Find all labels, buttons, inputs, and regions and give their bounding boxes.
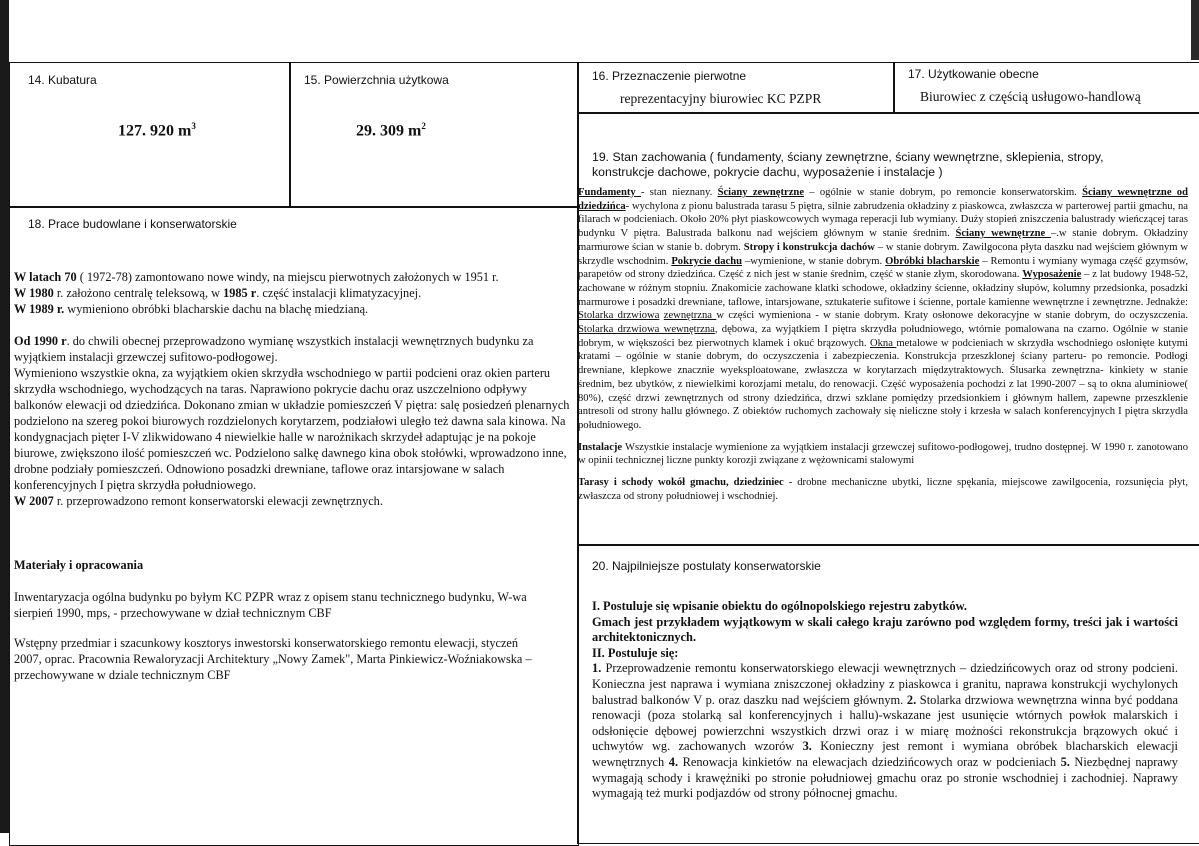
text-segment: Ściany zewnętrzne (717, 187, 805, 198)
stan-body (578, 186, 1188, 503)
text-segment: Fundamenty (578, 187, 641, 198)
text-segment: wymieniono obróbki blacharskie dachu na blachę miedzianą. (64, 302, 369, 316)
text-segment: – z lat budowy 1948-52, zachowane w różnym stopniu. Znakomicie zachowane klatki schodowe, okładziny ścienne, okładziny słupów, kolumny przedsionka, posadzki marmurowe i posadzki drewniane, taflowe, intarsjowane, sztukaterie sufitowe i ścienne, portale kamienne wewnętrzne i zewnętrzne. Jednakże: (578, 269, 1188, 308)
text-segment: - drobne mechaniczne ubytki, liczne spękania, miejscowe zawilgocenia, rozsunięcia płyt, zwłaszcza od strony południowej i wschodniej. (578, 477, 1188, 502)
text-segment: . część instalacji klimatyzacyjnej. (256, 286, 422, 300)
text-segment: Stolarka drzwiowa (578, 310, 660, 322)
materials-item: Wstępny przedmiar i szacunkowy kosztorys inwestorski konserwatorskiego remontu elewacji, styczeń 2007, oprac. Pracownia Rewaloryzacji Architektury „Nowy Zamek", Marta Pinkiewicz-Woźniakowska – przechowywane w dziale technicznym CBF (14, 636, 532, 682)
powierzchnia-number: 29. 309 m (356, 122, 422, 140)
kubatura-number: 127. 920 m (118, 122, 192, 140)
prace-paragraph (14, 333, 576, 509)
stan-paragraph (578, 476, 1188, 503)
text-segment: Stolarka drzwiowa wewnętrzna (578, 324, 715, 336)
text-segment: metalowe w podcieniach w skrzydła wschodniego osłonięte kutymi kratami – ogólnie w stanie dobrym, do oczyszczenia i zabezpieczenia. Konstrukcja przeszklonej ściany parteru- po remoncie. Podłogi drewniane, klepkowe znacznie wyeksploatowane, zwłaszcza w korytarzach międzytraktowych. Ślusarka zewnętrzna- kinkiety w stanie średnim, bez ubytków, z niewielkimi korozjami metalu, do renowacji. Część wyposażenia pochodzi z lat 1990-2007 – są to okna aluminiowe( 80%), część drzwi zewnętrznych od strony dziedzińca, drzwi szklane pomiędzy przedsionkiem i głównym hallem, zapewne przeszklenie antresoli od strony hallu głównego. Z obiektów ruchomych zachowały się nieliczne stoły i krzesła w salach konferencyjnych I piętra skrzydła południowego. (578, 337, 1188, 431)
postulaty-label: 20. Najpilniejsze postulaty konserwatorskie (592, 559, 821, 573)
text-segment: –.w stanie dobrym. Okładziny marmurowe ścian w stanie b. dobrym. (578, 228, 1189, 253)
text-segment: II. Postuluje się: (592, 645, 679, 660)
text-segment: zewnętrzna (663, 310, 717, 322)
text-segment: 1985 r (223, 286, 257, 300)
text-segment: 5. (1060, 754, 1070, 769)
text-segment: W 2007 (14, 494, 54, 508)
kubatura-value (118, 121, 196, 140)
text-segment: Ściany wewnętrzne (955, 228, 1051, 240)
cell-prace-budowlane (9, 206, 579, 846)
text-segment: Od 1990 r (14, 334, 67, 348)
text-segment: 1. (592, 661, 602, 676)
przeznaczenie-value: reprezentacyjny biurowiec KC PZPR (620, 91, 822, 106)
cell-powierzchnia (289, 62, 579, 208)
text-segment: r. założono centralę teleksową, w (53, 286, 224, 300)
text-segment: I. Postuluje się wpisanie obiektu do ogólnopolskiego rejestru zabytków. (592, 599, 967, 613)
postulaty-body (592, 599, 1178, 802)
materials-item: Inwentaryzacja ogólna budynku po byłym KC PZPR wraz z opisem stanu technicznego budynku, W-wa sierpień 1990, mps, - przechowywane w dział technicznym CBF (14, 590, 527, 620)
text-segment: Przeprowadzenie remontu konserwatorskiego elewacji wewnętrznych – dziedzińcowych oraz od strony podcieni. Konieczna jest naprawa i wymiana zniszczonej okładziny z piaskowca i granitu, naprawa konstrukcji wychylonych balustrad balkonów V p. oraz daszku nad wejściem głównym. (592, 661, 1178, 707)
kubatura-exp: 3 (191, 121, 196, 131)
kubatura-label: 14. Kubatura (28, 73, 97, 87)
stan-label: 19. Stan zachowania ( fundamenty, ściany zewnętrzne, ściany wewnętrzne, sklepienia, stropy, konstrukcje dachowe, pokrycie dachu, wyposażenie i instalacje ) (592, 150, 1104, 179)
powierzchnia-exp: 2 (421, 121, 426, 131)
text-segment: Renowacja kinkietów na elewacjach dziedzińcowych oraz w podcieniach (678, 754, 1061, 769)
text-segment: , dębowa, za wyjątkiem I piętra skrzydła południowego, wtórnie pomalowana na czarno. Ogólnie w stanie dobrym, w większości bez pierwotnych klamek i okuć brązowych. (578, 324, 1188, 349)
text-segment: - wychylona z pionu balustrada tarasu 5 piętra, silnie zabrudzenia okładziny z piaskowca, zwłaszcza w parterowej partii gmachu, na filarach w podcieniach. Około 20% płyt piaskowcowych wymaga reperacji lub wymiany. Duży stopień zniszczenia balustrady wieńczącej taras budynku V piętra. Balustrada balkonu nad wejściem głównym w stanie średnim. (578, 200, 1188, 240)
text-segment: 3. (802, 739, 812, 754)
materials-title: Materiały i opracowania (14, 558, 144, 572)
cell-uzytkowanie (893, 62, 1199, 114)
cell-postulaty (577, 544, 1199, 844)
cell-kubatura (9, 62, 291, 208)
prace-body (14, 269, 576, 509)
przeznaczenie-label: 16. Przeznaczenie pierwotne (592, 69, 747, 83)
text-segment: 4. (668, 754, 679, 769)
text-segment: . do chwili obecnej przeprowadzono wymianę wszystkich instalacji wewnętrznych budynku za wyjątkiem instalacji grzewczej sufitowo-podłogowej. (14, 334, 534, 364)
text-segment: Okna (869, 337, 897, 349)
prace-paragraph (14, 269, 576, 317)
text-segment: Stropy i konstrukcja dachów (743, 241, 875, 253)
text-segment: Instalacje (578, 441, 623, 453)
text-segment: W 1989 r. (14, 302, 65, 316)
stan-paragraph (578, 441, 1188, 468)
text-segment: ( 1972-78) zamontowano nowe windy, na miejscu pierwotnych założonych w 1951 r. (76, 270, 499, 284)
text-segment: Pokrycie dachu (671, 255, 742, 267)
text-segment: W latach 70 (14, 270, 77, 284)
text-segment: Ściany wewnętrzne od dziedzińca (578, 187, 1188, 212)
powierzchnia-label: 15. Powierzchnia użytkowa (304, 73, 449, 87)
text-segment: 2. (906, 692, 917, 707)
text-segment: Wymieniono wszystkie okna, za wyjątkiem okien skrzydła wschodniego w partii podcieni oraz okien parteru skrzydła wschodniego, wychodzących na taras. Naprawiono pokrycie dachu oraz uszczelniono odpływy balkonów elewacji od dziedzińca. Dokonano zmian w układzie pomieszczeń V piętra: salę posiedzeń plenarnych podzielono na szereg pokoi biurowych rozdzielonych korytarzem, podziałowi uległo też dawna sala kinowa. Na kondygnacjach pięter I-V zlikwidowano 4 niewielkie halle w narożnikach skrzydeł adaptując je na pokoje biurowe, zwiększono ilość pomieszczeń wc. Podzielono salkę dawnego kina obok stołówki, wprowadzono inne, drobne podziały pomieszczeń. Odnowiono posadzki drewniane, taflowe oraz intarsjowane w salach konferencyjnych I piętra skrzydła południowego. (14, 366, 570, 492)
uzytkowanie-value: Biurowiec z częścią usługowo-handlową (920, 89, 1141, 104)
text-segment: Konieczny jest remont i wymiana obróbek blacharskich elewacji wewnętrznych (592, 739, 1178, 769)
scan-edge (0, 0, 9, 833)
uzytkowanie-label: 17. Użytkowanie obecne (908, 67, 1039, 81)
scan-edge (1191, 0, 1199, 60)
text-segment: – ogólnie w stanie dobrym, po remoncie konserwatorskim. (804, 187, 1083, 198)
cell-stan-zachowania (577, 112, 1199, 546)
powierzchnia-value (356, 121, 426, 140)
text-segment: Niezbędnej naprawy wymagają schody i krawężniki po stronie południowej gmachu oraz po stronie wschodniej i zachodniej. Naprawy wymagają też murki podjazdów od strony północnej gmachu. (592, 754, 1179, 801)
text-segment: – Remontu i wymiany wymaga część gzymsów, parapetów od strony dziedzińca. Część z nich jest w stanie średnim, część w stanie złym, skorodowana. (578, 255, 1188, 281)
text-segment: Wszystkie instalacje wymienione za wyjątkiem instalacji grzewczej sufitowo-podłogowej, trudno dostępnej. W 1990 r. zanotowano w opinii technicznej liczne punkty korozji związane z wężownicami stalowymi (578, 441, 1188, 467)
text-segment: Tarasy i schody wokół gmachu, dziedziniec (578, 477, 784, 489)
text-segment: Obróbki blacharskie (885, 255, 980, 267)
text-segment: –wymienione, w stanie dobrym. (741, 255, 886, 267)
text-segment: Stolarka drzwiowa wewnętrzna winna być poddana renowacji (poza stolarką sal konferencyjnych i hallu)-wskazane jest usunięcie wtórnych powłok malarskich i odsłonięcie dębowej powierzchni wszystkich drzwi oraz i w miarę możności rekonstrukcja brązowych okuć i uchwytów wg. zachowanych wzorów (592, 692, 1178, 754)
text-segment: r. przeprowadzono remont konserwatorski elewacji zewnętrznych. (53, 494, 383, 508)
text-segment: w części wymieniona - w stanie dobrym. Kraty osłonowe dekoracyjne w stanie dobrym, do oczyszczenia. (716, 310, 1188, 322)
text-segment: – w stanie dobrym. Zawilgocona płyta daszku nad wejściem głównym w skrzydle wschodnim. (578, 241, 1188, 267)
text-segment: - stan nieznany. (640, 187, 718, 198)
text-segment: W 1980 (14, 286, 54, 300)
text-segment: Gmach jest przykładem wyjątkowym w skali całego kraju zarówno pod względem formy, treści jak i wartości architektonicznych. (592, 614, 1178, 645)
prace-label: 18. Prace budowlane i konserwatorskie (28, 217, 237, 231)
stan-paragraph (578, 186, 1188, 433)
cell-przeznaczenie (577, 62, 895, 114)
text-segment: Wyposażenie (1022, 269, 1082, 281)
